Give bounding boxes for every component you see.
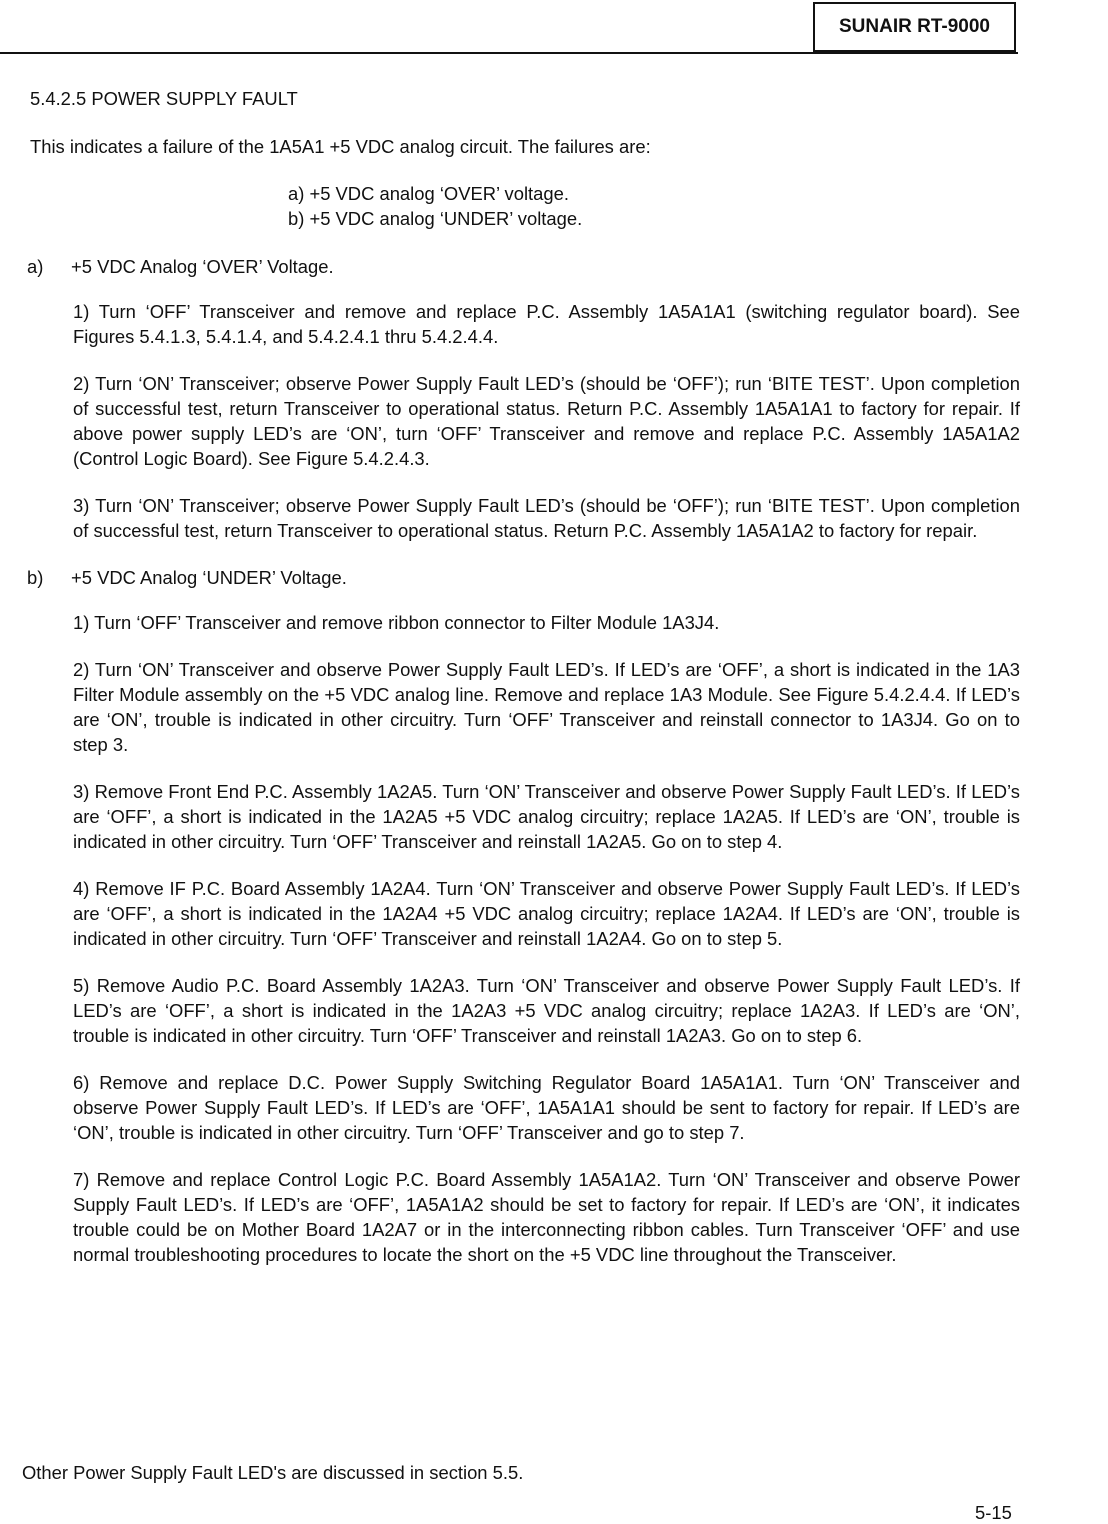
page-content	[27, 86, 1020, 1289]
case-b-block	[27, 565, 1020, 1267]
failure-item: a) +5 VDC analog ‘OVER’ voltage.	[288, 183, 569, 204]
failure-item: b) +5 VDC analog ‘UNDER’ voltage.	[288, 208, 583, 229]
case-letter: b)	[27, 567, 44, 588]
case-heading-text: +5 VDC Analog ‘OVER’ Voltage.	[71, 256, 334, 277]
page-number: 5-15	[975, 1502, 1012, 1523]
document-title: SUNAIR RT-9000	[839, 16, 990, 37]
case-a-heading	[27, 254, 1020, 279]
step-paragraph: 7) Remove and replace Control Logic P.C. Board Assembly 1A5A1A2. Turn ‘ON’ Transceiver and observe Power Supply Fault LED’s. If LED’s are ‘OFF’, 1A5A1A2 should be set to factory for repair. If LED’s are ‘ON’, it indicates trouble could be on Mother Board 1A2A7 or in the interconnecting ribbon cables. Turn Transceiver ‘OFF’ and use normal troubleshooting procedures to locate the short on the +5 VDC line throughout the Transceiver.	[73, 1169, 1020, 1265]
header-rule	[0, 52, 1018, 54]
step-paragraph: 2) Turn ‘ON’ Transceiver; observe Power Supply Fault LED’s (should be ‘OFF’); run ‘BITE TEST’. Upon completion of successful test, return Transceiver to operational status. Return P.C. Assembly 1A5A1A1 to factory for repair. If above power supply LED’s are ‘ON’, turn ‘OFF’ Transceiver and remove and replace P.C. Assembly 1A5A1A2 (Control Logic Board). See Figure 5.4.2.4.3.	[73, 373, 1020, 469]
case-b-heading	[27, 565, 1020, 590]
step-paragraph: 1) Turn ‘OFF’ Transceiver and remove and replace P.C. Assembly 1A5A1A1 (switching regulator board). See Figures 5.4.1.3, 5.4.1.4, and 5.4.2.4.1 thru 5.4.2.4.4.	[73, 301, 1020, 347]
case-letter: a)	[27, 256, 44, 277]
footer-note: Other Power Supply Fault LED's are discussed in section 5.5.	[22, 1462, 524, 1483]
step-paragraph: 6) Remove and replace D.C. Power Supply Switching Regulator Board 1A5A1A1. Turn ‘ON’ Transceiver and observe Power Supply Fault LED’s. If LED’s are ‘OFF’, 1A5A1A1 should be sent to factory for repair. If LED’s are ‘ON’, trouble is indicated in other circuitry. Turn ‘OFF’ Transceiver and go to step 7.	[73, 1072, 1020, 1143]
step-paragraph: 3) Remove Front End P.C. Assembly 1A2A5. Turn ‘ON’ Transceiver and observe Power Supply Fault LED’s. If LED’s are ‘OFF’, a short is indicated in the 1A2A5 +5 VDC analog circuitry; replace 1A2A5. If LED’s are ‘ON’, trouble is indicated in other circuitry. Turn ‘OFF’ Transceiver and reinstall 1A2A5. Go on to step 4.	[73, 781, 1020, 852]
step-paragraph: 5) Remove Audio P.C. Board Assembly 1A2A3. Turn ‘ON’ Transceiver and observe Power Supply Fault LED’s. If LED’s are ‘OFF’, a short is indicated in the 1A2A3 +5 VDC analog circuitry; replace 1A2A3. If LED’s are ‘ON’, trouble is indicated in other circuitry. Turn ‘OFF’ Transceiver and reinstall 1A2A3. Go on to step 6.	[73, 975, 1020, 1046]
step-paragraph: 3) Turn ‘ON’ Transceiver; observe Power Supply Fault LED’s (should be ‘OFF’); run ‘BITE TEST’. Upon completion of successful test, return Transceiver to operational status. Return P.C. Assembly 1A5A1A2 to factory for repair.	[73, 495, 1020, 541]
failure-list	[288, 181, 1020, 231]
case-a-block	[27, 254, 1020, 543]
document-title-box	[813, 2, 1016, 52]
section-intro: This indicates a failure of the 1A5A1 +5 VDC analog circuit. The failures are:	[30, 136, 651, 157]
section-title: 5.4.2.5 POWER SUPPLY FAULT	[30, 88, 298, 109]
step-paragraph: 1) Turn ‘OFF’ Transceiver and remove ribbon connector to Filter Module 1A3J4.	[73, 612, 720, 633]
step-paragraph: 2) Turn ‘ON’ Transceiver and observe Power Supply Fault LED’s. If LED’s are ‘OFF’, a short is indicated in the 1A3 Filter Module assembly on the +5 VDC analog line. Remove and replace 1A3 Module. See Figure 5.4.2.4.4. If LED’s are ‘ON’, trouble is indicated in other circuitry. Turn ‘OFF’ Transceiver and reinstall connector to 1A3J4. Go on to step 3.	[73, 659, 1020, 755]
step-paragraph: 4) Remove IF P.C. Board Assembly 1A2A4. Turn ‘ON’ Transceiver and observe Power Supply Fault LED’s. If LED’s are ‘OFF’, a short is indicated in the 1A2A4 +5 VDC analog circuitry; replace 1A2A4. If LED’s are ‘ON’, trouble is indicated in other circuitry. Turn ‘OFF’ Transceiver and reinstall 1A2A4. Go on to step 5.	[73, 878, 1020, 949]
case-heading-text: +5 VDC Analog ‘UNDER’ Voltage.	[71, 567, 347, 588]
